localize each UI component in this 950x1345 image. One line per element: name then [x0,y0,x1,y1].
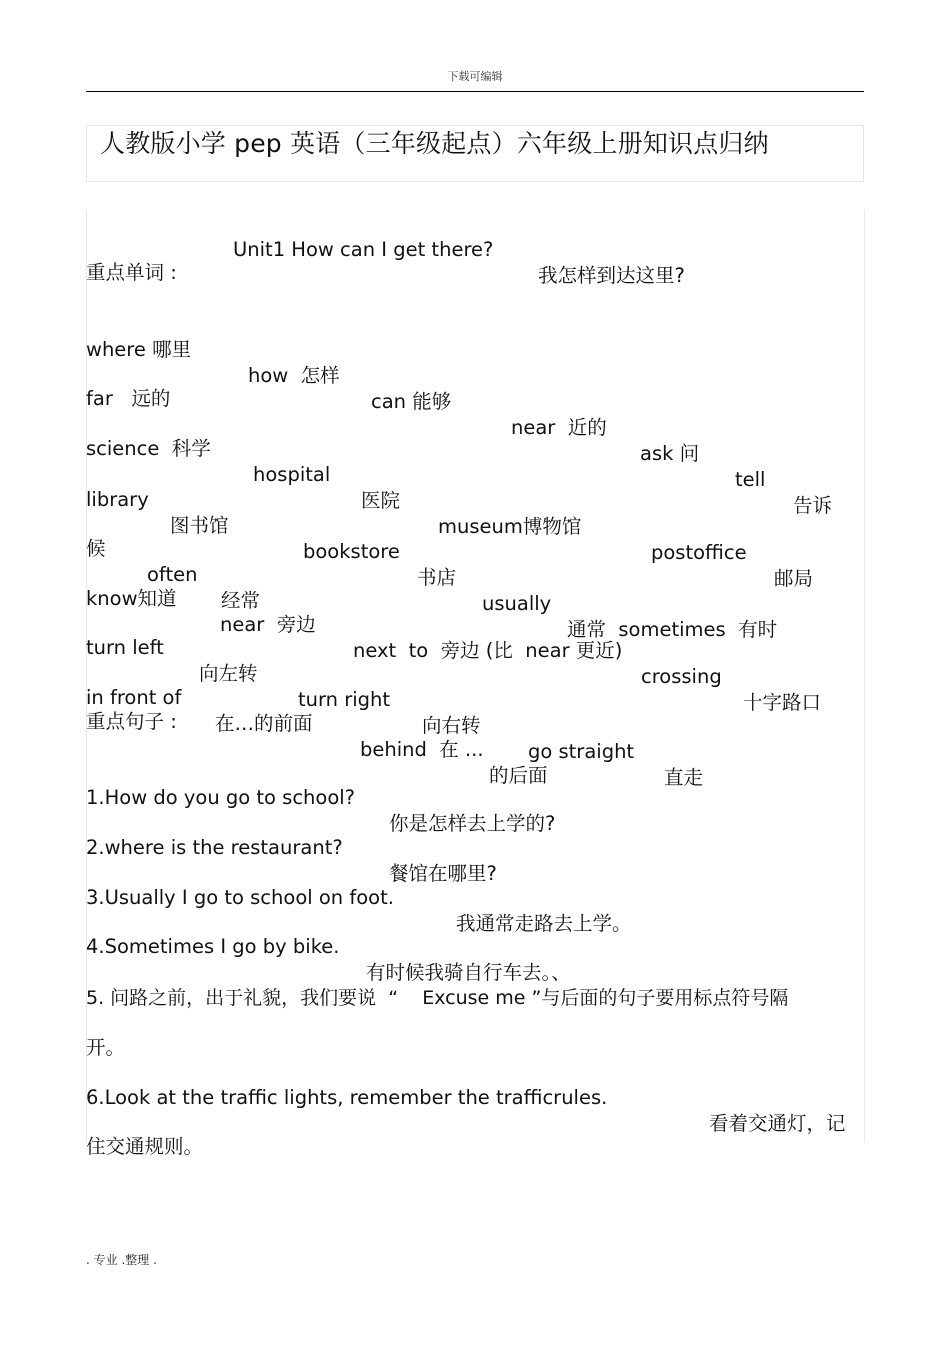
vocab-item: turn right [298,688,391,711]
sentence-english: 2.where is the restaurant? [86,836,343,859]
vocab-item: 向左转 [199,662,258,685]
vocab-item: 通常 sometimes 有时 [567,618,778,641]
vocab-item: can 能够 [371,390,452,413]
vocab-line [0,360,950,412]
vocab-item: tell [735,468,766,491]
sentence-line [0,959,950,1011]
sentence-english: 3.Usually I go to school on foot. [86,886,394,909]
sentence-english: 6.Look at the traffic lights, remember the trafficrules. [86,1086,608,1109]
vocab-item: next to 旁边 (比 near 更近) [353,639,623,662]
vocab-item: hospital [253,463,331,486]
vocab-item: 候 [86,537,106,560]
document-title: 人教版小学 pep 英语（三年级起点）六年级上册知识点归纳 [100,129,769,158]
sentence-text: 5. 问路之前，出于礼貌，我们要说 “ Excuse me ”与后面的句子要用标点符号隔 [86,987,789,1009]
vocab-item: 直走 [664,766,704,789]
vocab-item: in front of [86,686,182,709]
header-rule [86,91,864,92]
vocab-item: near 旁边 [220,613,316,636]
vocab-item: behind 在 ... [360,738,484,761]
vocab-item: postoffice [651,541,747,564]
vocab-item: far 远的 [86,387,171,410]
vocab-item: 医院 [361,489,401,512]
vocab-item: how 怎样 [248,364,340,387]
sentence-english: 1.How do you go to school? [86,786,356,809]
vocab-item: near 近的 [511,416,607,439]
vocab-item: bookstore [303,540,400,563]
sentence-chinese: 餐馆在哪里? [389,862,497,885]
vocab-item: 十字路口 [743,691,822,714]
page-footer: . 专业 .整理 . [86,1253,157,1267]
sentence-line [0,1009,950,1061]
sentence-text: 开。 [86,1036,126,1059]
vocab-item: usually [482,592,552,615]
sentence-english: 4.Sometimes I go by bike. [86,935,340,958]
vocab-item: often [147,563,198,586]
vocab-item: 邮局 [774,567,814,590]
sentence-heading: 重点句子 : [86,710,177,733]
vocab-item: museum博物馆 [438,515,582,538]
vocab-item: 的后面 [489,764,548,787]
page-header: 下载可编辑 [447,70,503,83]
sentence-line [0,1108,950,1160]
vocab-item: science 科学 [86,437,211,460]
vocab-item: ask 问 [640,442,700,465]
unit-translation: 我怎样到达这里? [538,264,685,287]
vocab-item: 向右转 [422,714,481,737]
vocab-item: library [86,488,149,511]
vocab-item: go straight [528,740,635,763]
sentence-text: 住交通规则。 [86,1135,204,1158]
vocab-item: know知道 [86,587,177,610]
vocab-item: 告诉 [793,494,833,517]
vocab-item: turn left [86,636,164,659]
vocab-item: 图书馆 [170,514,229,537]
vocab-item: 经常 [221,589,261,612]
vocab-item: 在…的前面 [215,712,313,735]
sentence-chinese: 我通常走路去上学。 [456,912,632,935]
vocab-item: where 哪里 [86,338,192,361]
vocab-item: 书店 [417,566,457,589]
vocab-item: crossing [641,665,722,688]
vocab-heading: 重点单词 : [86,261,177,284]
unit-title: Unit1 How can I get there? [233,238,494,261]
sentence-chinese: 看着交通灯，记 [709,1112,846,1135]
sentence-chinese: 你是怎样去上学的? [389,812,556,835]
sentence-chinese: 有时候我骑自行车去。、 [366,961,571,984]
